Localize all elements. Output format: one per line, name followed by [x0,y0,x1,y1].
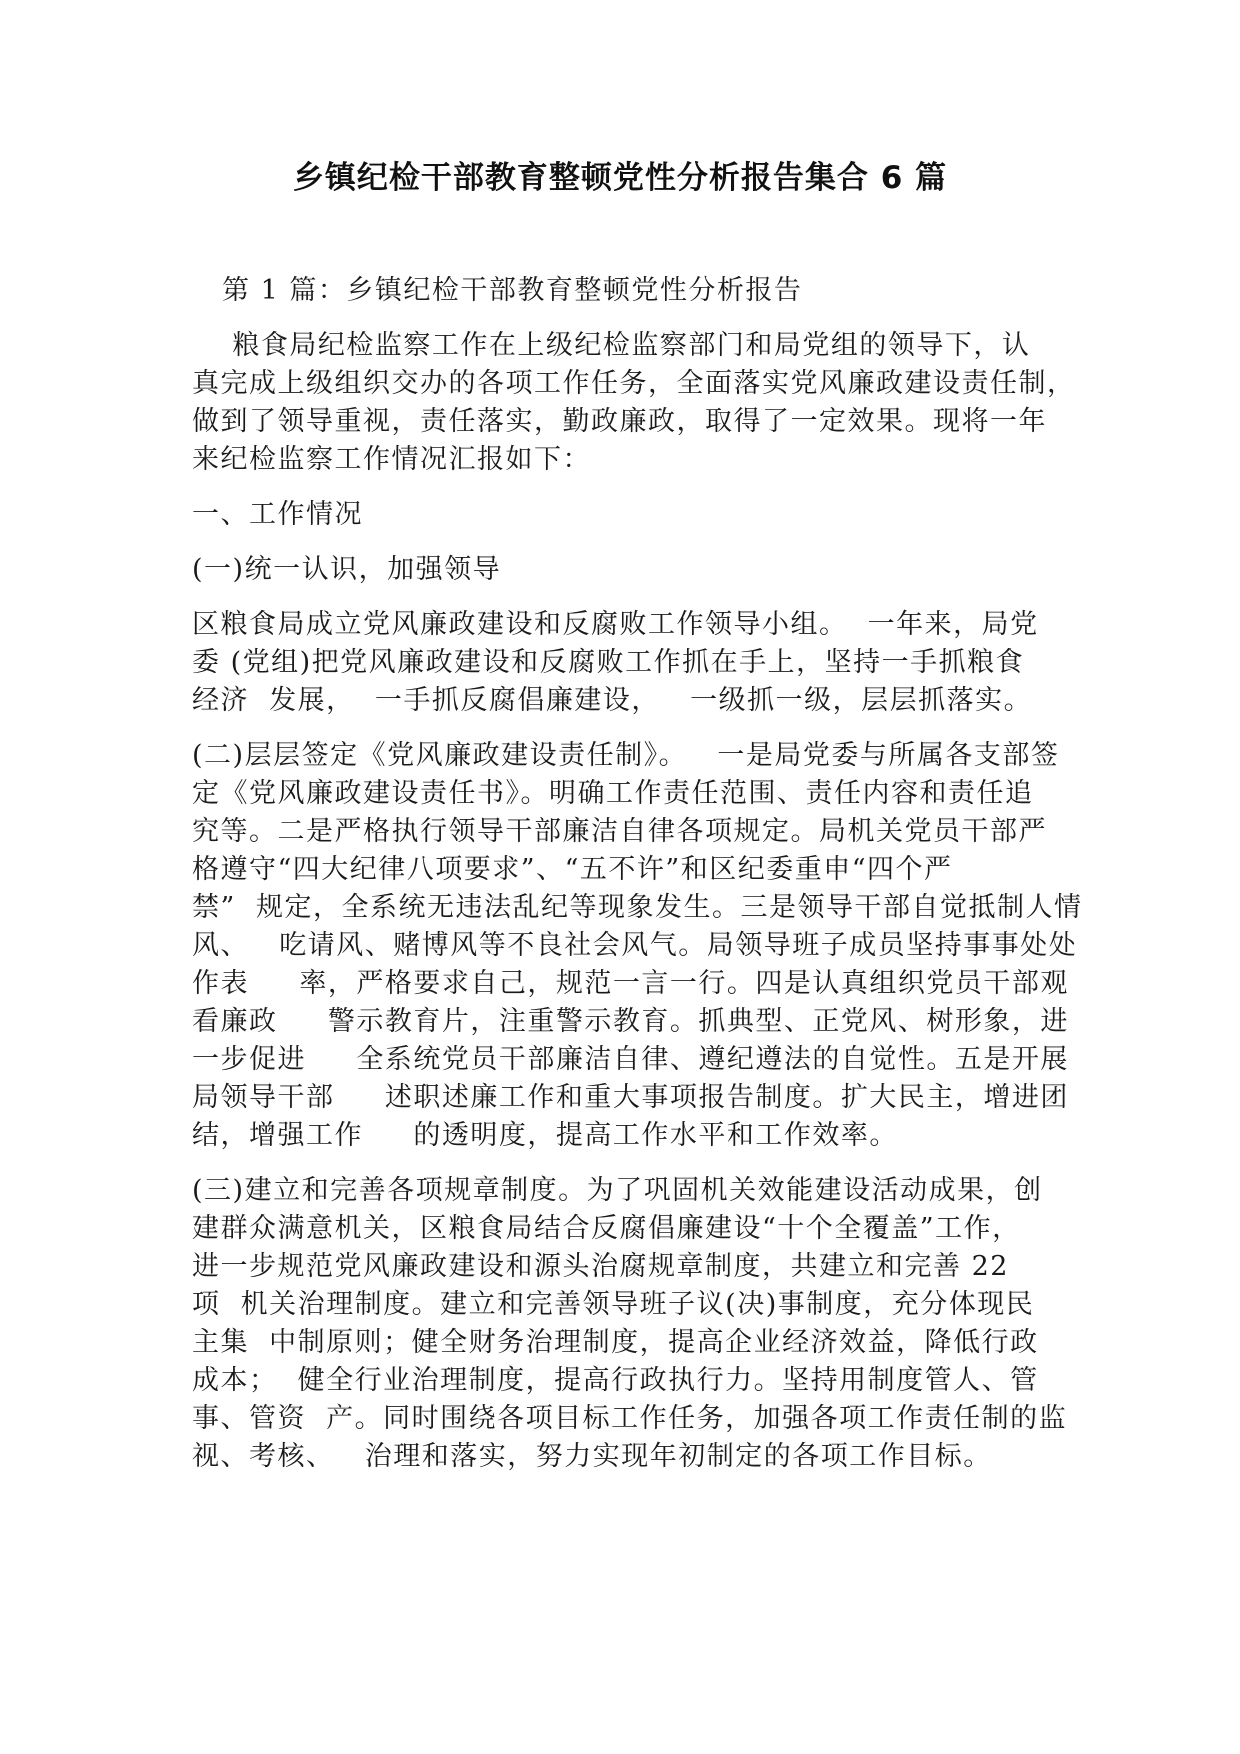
paragraph-line: 局领导干部 述职述廉工作和重大事项报告制度。扩大民主，增进团 [192,1082,1069,1113]
paragraph-line: (三)建立和完善各项规章制度。为了巩固机关效能建设活动成果，创 [192,1175,1043,1206]
paragraph-line: 建群众满意机关，区粮食局结合反腐倡廉建设“十个全覆盖”工作， [192,1213,1021,1244]
paragraph-line: 风、 吃请风、赌博风等不良社会风气。局领导班子成员坚持事事处处 [192,930,1078,961]
paragraph-line: 一步促进 全系统党员干部廉洁自律、遵纪遵法的自觉性。五是开展 [192,1044,1069,1075]
subsection-3-paragraph [192,1172,1072,1476]
paragraph-line: 视、考核、 治理和落实，努力实现年初制定的各项工作目标。 [192,1441,992,1472]
paragraph-line: 看廉政 警示教育片，注重警示教育。抓典型、正党风、树形象，进 [192,1006,1069,1037]
paragraph-line: 格遵守“四大纪律八项要求”、“五不许”和区纪委重申“四个严 [192,854,953,885]
chapter-heading: 第 1 篇：乡镇纪检干部教育整顿党性分析报告 [222,275,803,306]
intro-paragraph [192,327,1076,479]
paragraph-line: 项 机关治理制度。建立和完善领导班子议(决)事制度，充分体现民 [192,1289,1035,1320]
paragraph-line: 作表 率，严格要求自己，规范一言一行。四是认真组织党员干部观 [192,968,1069,999]
paragraph-line: 禁” 规定，全系统无违法乱纪等现象发生。三是领导干部自觉抵制人情 [192,892,1083,923]
section-heading: 一、工作情况 [192,499,363,530]
document-body [192,272,1083,1476]
paragraph-line: 区粮食局成立党风廉政建设和反腐败工作领导小组。 一年来，局党 [192,609,1039,640]
paragraph-line: (二)层层签定《党风廉政建设责任制》。 一是局党委与所属各支部签 [192,740,1060,771]
paragraph-line: 做到了领导重视，责任落实，勤政廉政，取得了一定效果。现将一年 [192,406,1047,437]
paragraph-line: 主集 中制原则；健全财务治理制度，提高企业经济效益，降低行政 [192,1327,1039,1358]
paragraph-line: 委 (党组)把党风廉政建设和反腐败工作抓在手上，坚持一手抓粮食 [192,647,1025,678]
paragraph-line: 真完成上级组织交办的各项工作任务，全面落实党风廉政建设责任制， [192,368,1076,399]
paragraph-line: 进一步规范党风廉政建设和源头治腐规章制度，共建立和完善 22 [192,1251,1009,1282]
paragraph-line: 经济 发展， 一手抓反腐倡廉建设， 一级抓一级，层层抓落实。 [192,685,1033,716]
paragraph-line: 粮食局纪检监察工作在上级纪检监察部门和局党组的领导下，认 [192,330,1031,361]
paragraph-line: 定《党风廉政建设责任书》。明确工作责任范围、责任内容和责任追 [192,778,1034,809]
subsection-2-paragraph [192,737,1083,1155]
paragraph-line: 来纪检监察工作情况汇报如下： [192,444,591,475]
paragraph-line: 结，增强工作 的透明度，提高工作水平和工作效率。 [192,1120,898,1151]
subsection-heading: (一)统一认识，加强领导 [192,554,502,585]
paragraph-line: 究等。二是严格执行领导干部廉洁自律各项规定。局机关党员干部严 [192,816,1047,847]
paragraph-line: 事、管资 产。同时围绕各项目标工作任务，加强各项工作责任制的监 [192,1403,1068,1434]
document-title: 乡镇纪检干部教育整顿党性分析报告集合 6 篇 [292,160,948,196]
subsection-1-paragraph [192,606,1072,720]
paragraph-line: 成本； 健全行业治理制度，提高行政执行力。坚持用制度管人、管 [192,1365,1039,1396]
